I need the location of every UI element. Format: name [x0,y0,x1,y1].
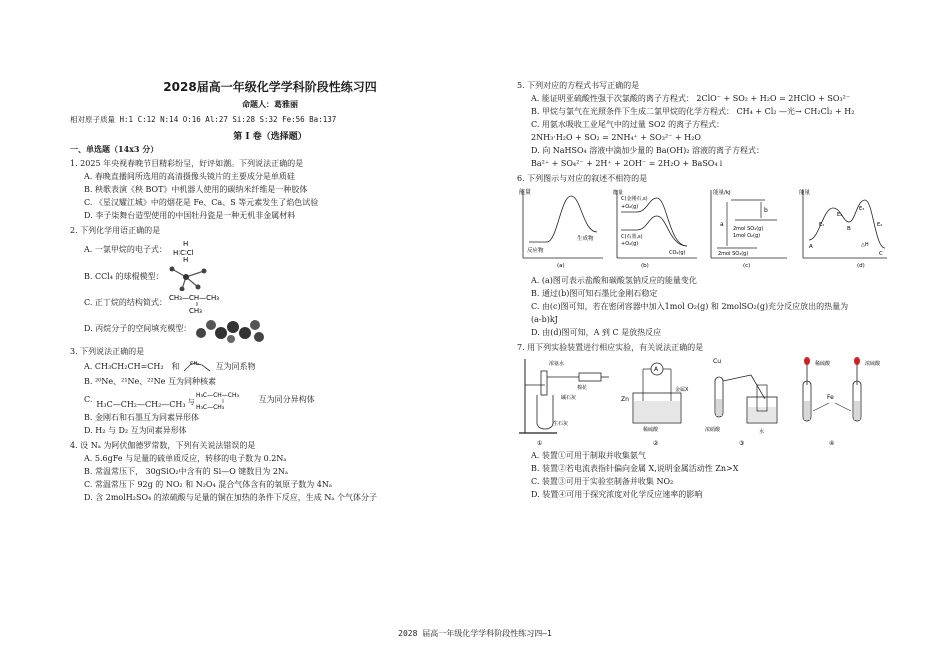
butane-top: CH₃—CH—CH₃ [168,294,219,302]
q4-option-b: B. 常温常压下， 30gSiO₂中含有的 Si—O 键数目为 2Nₐ [84,467,289,476]
exam-title: 2028届高一年级化学学科阶段性练习四 [163,80,377,94]
q1-option-a: A. 春晚直播间所选用的高清摄像头镜片的主要成分是单质硅 [84,172,295,181]
q5-option-a: A. 能证明亚硫酸性强于次氯酸的离子方程式： 2ClO⁻ + SO₂ + H₂O = 2HClO + SO₃²⁻ [531,94,851,103]
q1-option-d: D. 李子柒舞台造型使用的中国牡丹瓷是一种无机非金属材料 [84,211,296,220]
q6-stem: 6. 下列图示与对应的叙述不相符的是 [517,174,648,183]
q2-stem: 2. 下列化学用语正确的是 [70,226,161,235]
q5-option-c2: 2NH₃·H₂O + SO₂ = 2NH₄⁺ + SO₃²⁻ + H₂O [531,133,701,142]
q2-option-a [84,238,470,262]
svg-text:浓氨水: 浓氨水 [549,361,565,367]
q6-option-c: C. 由(c)图可知，若在密闭容器中加入1mol O₂(g) 和 2molSO₂(g)充分反应放出的热量为 [531,302,849,311]
author-line: 命题人：葛雅丽 [242,99,298,109]
part-title: 一、单选题（14x3 分） [70,144,159,154]
q3-stem: 3. 下列说法正确的是 [70,347,145,356]
svg-text:棉花: 棉花 [577,385,588,391]
svg-text:E₁: E₁ [819,222,825,228]
q3-option-c-left: H₃C—CH₂—CH₂—CH₃ [96,400,186,409]
q4-option-c: C. 常温常压下 92g 的 NO₂ 和 N₂O₄ 混合气体含有的氧原子数为 4Nₐ [84,480,332,489]
isobutane-structure [195,389,253,411]
axis-energy-a: 能量 [519,189,532,196]
q7-option-a: A. 装置①可用于制取并收集氨气 [531,451,646,460]
b-co2: CO₂(g) [669,250,686,256]
q7-apparatus-diagrams [517,355,897,447]
q5-option-d2: Ba²⁺ + SO₄²⁻ + 2H⁺ + 2OH⁻ = 2H₂O + BaSO₄↓ [531,159,725,168]
q2-option-a-text: A. 一氯甲烷的电子式： [84,245,167,254]
apparatus-3 [705,358,777,447]
q3-option-c-and: 与 [187,398,195,406]
q2-option-c-text: C. 正丁烷的结构简式： [84,298,167,307]
svg-text:稀硫酸: 稀硫酸 [643,427,659,433]
b-graphite: C(石墨,s) [621,234,643,240]
q1-stem: 1. 2025 年央视春晚节目精彩纷呈，好评如潮。下列说法正确的是 [70,159,304,168]
q6-energy-diagrams [517,186,897,272]
svg-text:浓硫酸: 浓硫酸 [865,361,881,367]
atomic-masses: 相对原子质量 H:1 C:12 N:14 O:16 Al:27 Si:28 S:32 Fe:56 Ba:137 [70,115,337,124]
svg-text:C: C [879,251,883,257]
q6-option-a: A. (a)图可表示盐酸和碳酸氢钠反应的能量变化 [531,276,697,285]
svg-text:生石灰: 生石灰 [553,421,569,427]
q5-option-d: D. 向 NaHSO₄ 溶液中滴加少量的 Ba(OH)₂ 溶液的离子方程式： [531,146,765,155]
q4-option-a: A. 5.6gFe 与足量的硫单质反应，转移的电子数为 0.2Nₐ [84,454,287,463]
q3-option-c-tail: 互为同分异构体 [258,395,315,404]
section-title: 第 I 卷（选择题） [233,132,307,142]
q2-option-b [84,263,470,291]
q2-option-c [84,292,470,314]
svg-text:H: H [182,256,189,262]
q6-option-d: D. 由(d)图可知，A 到 C 是放热反应 [531,328,662,337]
energy-diagram-b [613,189,697,269]
butane-bot: CH₃ [188,307,202,314]
svg-text:浓硝酸: 浓硝酸 [705,427,721,433]
svg-text:Zn: Zn [621,396,629,403]
apparatus-2 [621,363,689,447]
apparatus-4 [803,357,881,447]
axis-energy-c: 能量/kJ [713,190,731,196]
fig-a-label: (a) [557,263,565,269]
product-label-a: 生成物 [577,236,594,242]
q4-option-d: D. 含 2molH₂SO₄ 的浓硫酸与足量的铜在加热的条件下反应，生成 Nₐ 个气体分子 [84,493,377,502]
fig-d-label: (d) [857,263,865,269]
q3-option-a-tail: 互为同系物 [215,362,256,371]
q7-stem: 7. 用下列实验装置进行相应实验，有关说法正确的是 [517,343,704,352]
svg-text:水: 水 [759,429,765,435]
svg-text:E₂: E₂ [837,212,843,218]
q1-option-c: C. 《星汉耀江城》中的烟花是 Fe、Ca、S 等元素发生了焰色试验 [84,198,319,207]
formula-mid: H∶C∶Cl [172,249,194,257]
chloromethane-electron-formula [167,238,227,262]
axis-energy-b: 能量 [613,190,624,196]
svg-text:△H: △H [861,242,869,248]
energy-diagram-a [519,188,603,269]
q7-option-d: D. 装置④可用于探究浓度对化学反应速率的影响 [531,490,703,499]
fig-c-label: (c) [743,263,751,269]
svg-text:+O₂(g): +O₂(g) [621,204,639,210]
apparatus-1 [519,359,609,447]
q3-option-a-and: 和 [171,362,180,371]
page-footer: 2028 届高一年级化学学科阶段性练习四—1 [398,629,552,638]
svg-text:碱石灰: 碱石灰 [561,395,577,401]
svg-text:B: B [847,226,851,232]
q3-option-a [84,359,470,375]
b-diamond: C(金刚石,s) [621,196,648,202]
isobutane-top: H₃C—CH—CH₃ [195,392,239,399]
svg-text:CH₂: CH₂ [189,361,199,367]
cyclobutane-structure [180,359,216,375]
q5-option-b: B. 甲烷与氯气在光照条件下生成二氯甲烷的化学方程式： CH₄ + Cl₂ —光→ CH₂Cl₂ + H₂ [531,107,855,116]
svg-text:稀硫酸: 稀硫酸 [815,361,831,367]
svg-text:①: ① [537,440,543,447]
q6-option-b: B. 通过(b)图可知石墨比金刚石稳定 [531,289,658,298]
fig-b-label: (b) [641,263,649,269]
q5-stem: 5. 下列对应的方程式书写正确的是 [517,81,640,90]
svg-text:④: ④ [829,440,835,447]
propane-space-filling-model [191,315,271,343]
svg-text:A: A [654,366,659,373]
reactant-label-a: 反应物 [527,248,544,254]
svg-text:2mol SO₃(g): 2mol SO₃(g) [718,251,749,257]
svg-text:Fe: Fe [827,394,834,401]
axis-energy-d: 能量 [799,190,811,196]
q3-option-d: D. H₂ 与 D₂ 互为同素异形体 [84,426,187,435]
svg-text:a: a [720,221,724,228]
q3-option-a-text: A. CH₃CH₂CH=CH₂ [84,362,164,371]
q2-option-b-text: B. CCl₄ 的球棍模型： [84,272,164,281]
ccl4-ball-stick-model [164,263,214,291]
q3-option-b: B. ²⁰Ne、²¹Ne、²²Ne 互为同种核素 [84,377,216,386]
q5-option-c: C. 用氨水吸收工业尾气中的过量 SO2 的离子方程式： [531,120,725,129]
q4-stem: 4. 设 Nₐ 为阿伏伽德罗常数，下列有关说法错误的是 [70,441,256,450]
energy-diagram-c [711,188,787,269]
left-column [70,78,470,504]
q3-option-c-line2: B. 金刚石和石墨互为同素异形体 [84,413,199,422]
svg-text:A: A [809,244,813,250]
svg-text:金属X: 金属X [675,387,689,393]
svg-text:+O₂(g): +O₂(g) [621,241,639,247]
svg-text:③: ③ [739,440,745,447]
svg-text:b: b [764,207,768,214]
right-column [517,80,897,501]
svg-text:E₄: E₄ [877,222,883,228]
q7-option-c: C. 装置③可用于实验室制备并收集 NO₂ [531,477,674,486]
q3-option-c-label: C. [84,395,93,404]
energy-diagram-d [799,188,887,269]
isobutane-bot: H₃C—CH₃ [195,404,224,411]
butane-structure [167,292,247,314]
q2-option-d-text: D. 丙烷分子的空间填充模型： [84,324,192,333]
svg-text:②: ② [653,440,659,447]
q3-option-c [84,389,470,411]
svg-text:Cu: Cu [713,358,721,365]
q1-option-b: B. 秧歌表演《秧 BOT》中机器人使用的碳纳米纤维是一种胶体 [84,185,308,194]
svg-text:2mol SO₂(g): 2mol SO₂(g) [733,226,764,232]
q2-option-d [84,315,470,343]
formula-h-top: H [182,240,189,248]
svg-text:E₃: E₃ [859,206,865,212]
q6-option-c2: (a-b)kJ [531,315,558,324]
svg-text:1mol O₂(g): 1mol O₂(g) [733,233,761,239]
q7-option-b: B. 装置②若电流表指针偏向金属 X,说明金属活动性 Zn>X [531,464,739,473]
